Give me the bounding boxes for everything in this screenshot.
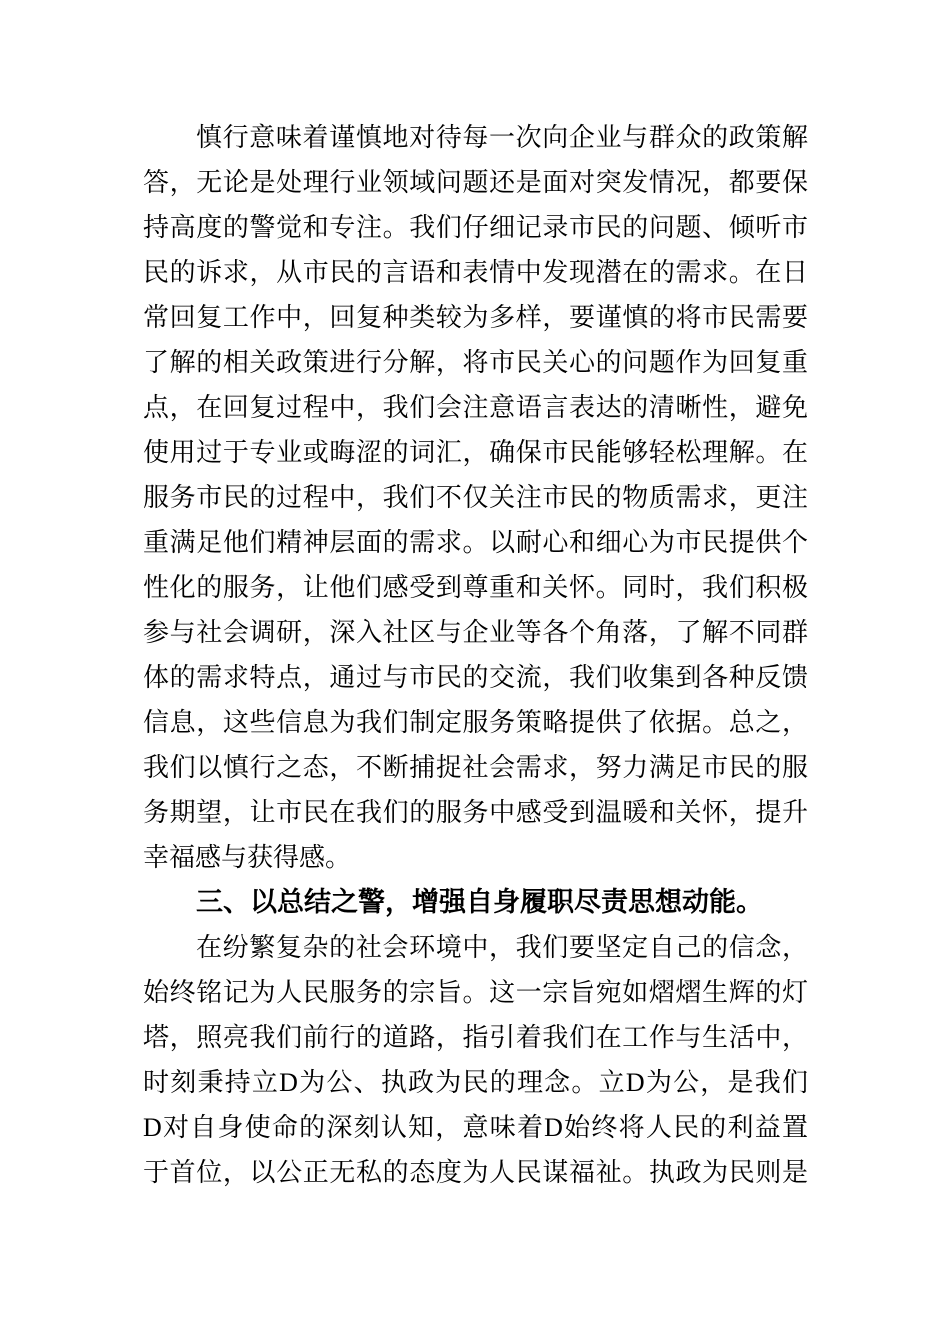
text-line: 常回复工作中，回复种类较为多样，要谨慎的将市民需要 (143, 303, 808, 332)
text-line: 时刻秉持立D为公、执政为民的理念。立D为公，是我们 (143, 1068, 808, 1097)
text-line: 答，无论是处理行业领域问题还是面对突发情况，都要保 (143, 168, 808, 197)
heading-line: 三、以总结之警，增强自身履职尽责思想动能。 (196, 887, 763, 917)
text-line: 民的诉求，从市民的言语和表情中发现潜在的需求。在日 (143, 258, 808, 287)
text-line: 信息，这些信息为我们制定服务策略提供了依据。总之， (143, 708, 808, 737)
text-line: 性化的服务，让他们感受到尊重和关怀。同时，我们积极 (143, 573, 808, 602)
text-line: 幸福感与获得感。 (143, 843, 352, 872)
text-line: 于首位，以公正无私的态度为人民谋福祉。执政为民则是 (143, 1158, 808, 1187)
text-line: 体的需求特点，通过与市民的交流，我们收集到各种反馈 (143, 663, 808, 692)
paragraph-zongjie (143, 925, 808, 1195)
text-line: 我们以慎行之态，不断捕捉社会需求，努力满足市民的服 (143, 753, 808, 782)
text-line: 在纷繁复杂的社会环境中，我们要坚定自己的信念， (196, 933, 808, 962)
text-line: 始终铭记为人民服务的宗旨。这一宗旨宛如熠熠生辉的灯 (143, 978, 808, 1007)
text-line: 了解的相关政策进行分解，将市民关心的问题作为回复重 (143, 348, 808, 377)
text-line: 塔，照亮我们前行的道路，指引着我们在工作与生活中， (143, 1023, 808, 1052)
text-line: 慎行意味着谨慎地对待每一次向企业与群众的政策解 (196, 123, 808, 152)
text-line: 使用过于专业或晦涩的词汇，确保市民能够轻松理解。在 (143, 438, 808, 467)
heading-section-three (143, 880, 808, 925)
document-body (143, 115, 808, 1195)
text-line: 点，在回复过程中，我们会注意语言表达的清晰性，避免 (143, 393, 808, 422)
text-line: 务期望，让市民在我们的服务中感受到温暖和关怀，提升 (143, 798, 808, 827)
text-line: D对自身使命的深刻认知，意味着D始终将人民的利益置 (143, 1113, 808, 1142)
text-line: 服务市民的过程中，我们不仅关注市民的物质需求，更注 (143, 483, 808, 512)
paragraph-shenxing (143, 115, 808, 880)
text-line: 参与社会调研，深入社区与企业等各个角落，了解不同群 (143, 618, 808, 647)
text-line: 重满足他们精神层面的需求。以耐心和细心为市民提供个 (143, 528, 808, 557)
text-line: 持高度的警觉和专注。我们仔细记录市民的问题、倾听市 (143, 213, 808, 242)
